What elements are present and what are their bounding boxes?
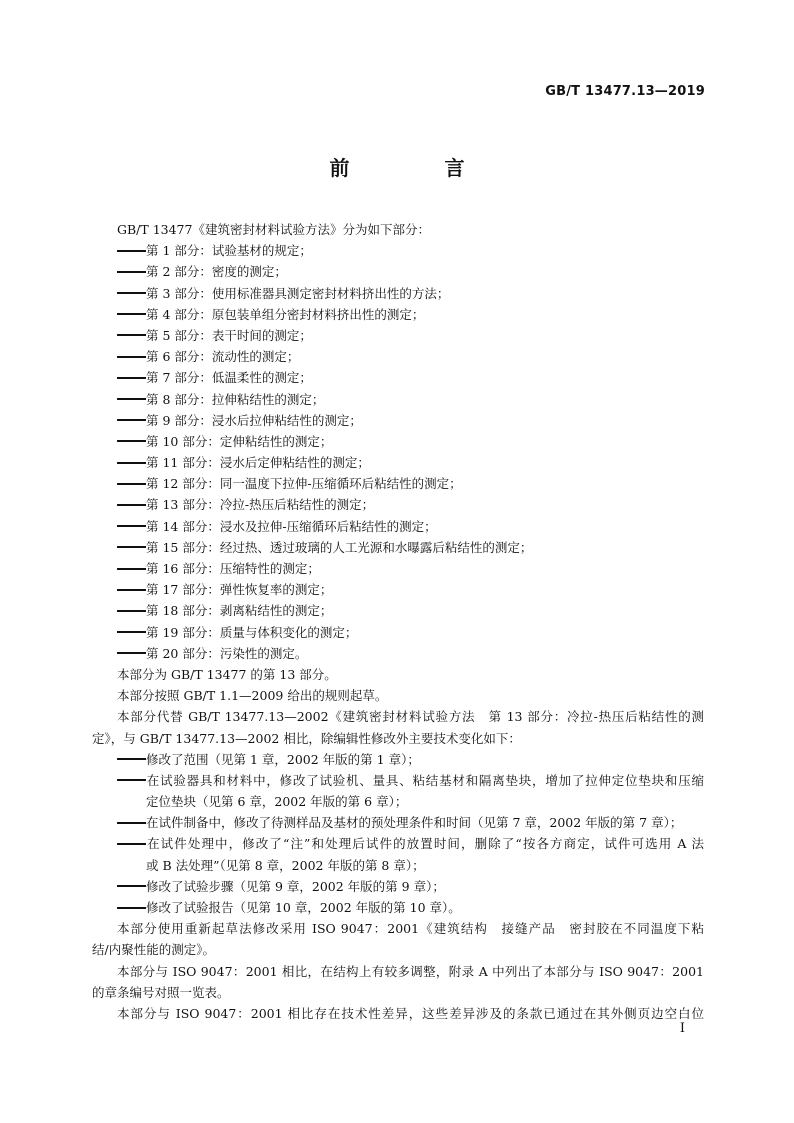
list-item [92, 304, 704, 325]
list-item [92, 240, 704, 261]
em-dash-marker [117, 589, 146, 591]
line-text: 第 11 部分：浸水后定伸粘结性的测定； [146, 455, 370, 471]
em-dash-marker [117, 377, 146, 379]
line-text: 本部分与 ISO 9047：2001 相比存在技术性差异，这些差异涉及的条款已通过在其外侧页边空白位 [117, 1005, 704, 1021]
text-line [92, 961, 704, 982]
text-line [92, 855, 704, 876]
list-item [92, 600, 704, 621]
list-item [92, 749, 704, 770]
line-text: 第 2 部分：密度的测定； [146, 264, 287, 280]
list-item [92, 283, 704, 304]
em-dash-marker [117, 419, 146, 421]
em-dash-marker [117, 504, 146, 506]
line-text: 第 10 部分：定伸粘结性的测定； [146, 433, 333, 449]
line-text: 第 9 部分：浸水后拉伸粘结性的测定； [146, 412, 362, 428]
line-text: 第 7 部分：低温柔性的测定； [146, 370, 312, 386]
standard-code: GB/T 13477.13—2019 [545, 84, 705, 99]
line-text: 第 3 部分：使用标准器具测定密封材料挤出性的方法； [146, 285, 450, 301]
em-dash-marker [117, 525, 146, 527]
line-text: 第 16 部分：压缩特性的测定； [146, 561, 320, 576]
text-line [92, 982, 704, 1003]
line-text: 第 12 部分：同一温度下拉伸-压缩循环后粘结性的测定； [146, 476, 462, 492]
line-text: 在试验器具和材料中，修改了试验机、量具、粘结基材和隔离垫块，增加了拉伸定位垫块和压缩 [146, 772, 704, 788]
em-dash-marker [117, 822, 146, 824]
line-text: 第 6 部分：流动性的测定； [146, 349, 300, 365]
list-item [92, 452, 704, 473]
em-dash-marker [117, 440, 146, 442]
list-item [92, 410, 704, 431]
em-dash-marker [117, 398, 146, 400]
em-dash-marker [117, 313, 146, 315]
list-item [92, 897, 704, 918]
em-dash-marker [117, 652, 146, 654]
text-line [92, 939, 704, 960]
line-text: 第 17 部分：弹性恢复率的测定； [146, 582, 333, 598]
line-text: 修改了试验报告（见第 10 章，2002 年版的第 10 章）。 [146, 900, 461, 915]
line-text: 第 8 部分：拉伸粘结性的测定； [146, 391, 325, 407]
list-item [92, 643, 704, 664]
list-item [92, 431, 704, 452]
line-text: 第 19 部分：质量与体积变化的测定； [146, 624, 358, 640]
line-text: 本部分使用重新起草法修改采用 ISO 9047：2001《建筑结构 接缝产品 密封胶在不同温度下粘 [117, 921, 704, 937]
line-text: 第 4 部分：原包装单组分密封材料挤出性的测定； [146, 306, 425, 322]
em-dash-marker [117, 250, 146, 252]
list-item [92, 537, 704, 558]
line-text: 第 1 部分：试验基材的规定； [146, 243, 312, 259]
em-dash-marker [117, 779, 146, 781]
em-dash-marker [117, 462, 146, 464]
text-line [92, 706, 704, 727]
line-text: 结/内聚性能的测定》。 [92, 942, 215, 958]
em-dash-marker [117, 356, 146, 358]
list-item [92, 367, 704, 388]
em-dash-marker [117, 568, 146, 570]
line-text: 第 15 部分：经过热、透过玻璃的人工光源和水曝露后粘结性的测定； [146, 539, 533, 555]
list-item [92, 473, 704, 494]
em-dash-marker [117, 334, 146, 336]
em-dash-marker [117, 843, 146, 845]
list-item [92, 770, 704, 791]
em-dash-marker [117, 546, 146, 548]
list-item [92, 346, 704, 367]
em-dash-marker [117, 758, 146, 760]
em-dash-marker [117, 292, 146, 294]
text-line [92, 219, 704, 240]
line-text: 或 B 法处理”（见第 8 章，2002 年版的第 8 章）； [146, 857, 425, 873]
line-text: 定位垫块（见第 6 章，2002 年版的第 6 章）； [146, 794, 408, 810]
text-line [92, 1003, 704, 1024]
line-text: 本部分按照 GB/T 1.1—2009 给出的规则起草。 [117, 688, 388, 704]
list-item [92, 622, 704, 643]
list-item [92, 261, 704, 282]
em-dash-marker [117, 271, 146, 273]
list-item [92, 516, 704, 537]
text-line [92, 728, 704, 749]
em-dash-marker [117, 631, 146, 633]
line-text: GB/T 13477《建筑密封材料试验方法》分为如下部分： [117, 222, 430, 237]
line-text: 第 20 部分：污染性的测定。 [146, 645, 308, 661]
em-dash-marker [117, 483, 146, 485]
line-text: 第 5 部分：表干时间的测定； [146, 327, 312, 343]
em-dash-marker [117, 610, 146, 612]
line-text: 本部分为 GB/T 13477 的第 13 部分。 [117, 666, 337, 682]
line-text: 在试件处理中，修改了“注”和处理后试件的放置时间，删除了“按各方商定，试件可选用 A 法 [146, 836, 704, 852]
list-item [92, 325, 704, 346]
foreword-body [92, 219, 704, 1024]
text-line [92, 664, 704, 685]
text-line [92, 685, 704, 706]
em-dash-marker [117, 907, 146, 909]
line-text: 第 14 部分：浸水及拉伸-压缩循环后粘结性的测定； [146, 518, 437, 534]
text-line [92, 918, 704, 939]
list-item [92, 389, 704, 410]
list-item [92, 876, 704, 897]
page-title: 前 言 [329, 156, 509, 180]
line-text: 修改了范围（见第 1 章，2002 年版的第 1 章）； [146, 751, 420, 767]
line-text: 定》，与 GB/T 13477.13—2002 相比，除编辑性修改外主要技术变化如下： [92, 730, 521, 746]
line-text: 本部分与 ISO 9047：2001 相比，在结构上有较多调整，附录 A 中列出了本部分与 ISO 9047：2001 [117, 963, 704, 979]
text-line [92, 791, 704, 812]
list-item [92, 812, 704, 833]
list-item [92, 558, 704, 579]
list-item [92, 833, 704, 854]
line-text: 在试件制备中，修改了待测样品及基材的预处理条件和时间（见第 7 章，2002 年版的第 7 章）； [146, 815, 683, 831]
page-number: I [679, 1021, 685, 1036]
list-item [92, 579, 704, 600]
line-text: 本部分代替 GB/T 13477.13—2002《建筑密封材料试验方法 第 13 部分：冷拉-热压后粘结性的测 [117, 709, 704, 725]
line-text: 第 13 部分：冷拉-热压后粘结性的测定； [146, 497, 375, 513]
line-text: 的章条编号对照一览表。 [92, 984, 230, 1000]
em-dash-marker [117, 885, 146, 887]
line-text: 第 18 部分：剥离粘结性的测定； [146, 603, 333, 619]
list-item [92, 494, 704, 515]
line-text: 修改了试验步骤（见第 9 章，2002 年版的第 9 章）； [146, 878, 445, 894]
